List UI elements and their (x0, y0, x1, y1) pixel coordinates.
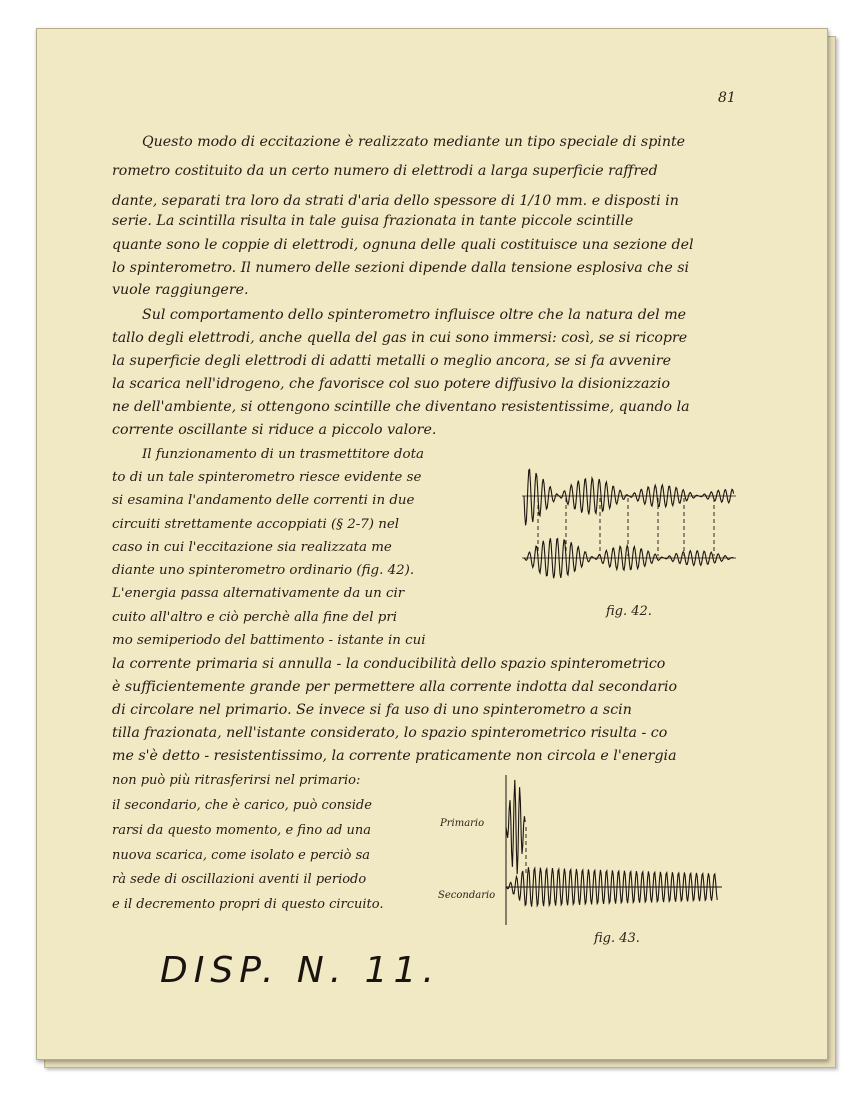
text-line: si esamina l'andamento delle correnti in due (112, 493, 415, 508)
text-line: rà sede di oscillazioni aventi il periodo (112, 872, 367, 887)
text-line: corrente oscillante si riduce a piccolo valore. (112, 422, 437, 438)
text-line: cuito all'altro e ciò perchè alla fine del pri (112, 610, 398, 625)
text-line: rarsi da questo momento, e fino ad una (112, 823, 371, 838)
text-line: dante, separati tra loro da strati d'aria dello spessore di 1/10 mm. e disposti in (112, 193, 679, 209)
text-line: tallo degli elettrodi, anche quella del gas in cui sono immersi: così, se si ricopre (112, 330, 688, 346)
text-line: quante sono le coppie di elettrodi, ognuna delle quali costituisce una sezione del (112, 237, 694, 253)
text-line: Sul comportamento dello spinterometro influisce oltre che la natura del me (142, 307, 687, 323)
figure-42-diagram (518, 462, 740, 582)
figure-43-label-primary: Primario (440, 818, 485, 829)
text-line: di circolare nel primario. Se invece si fa uso di uno spinterometro a scin (112, 702, 632, 718)
text-line: nuova scarica, come isolato e perciò sa (112, 848, 371, 863)
text-line: la corrente primaria si annulla - la conducibilità dello spazio spinterometrico (112, 656, 666, 672)
dispensa-stamp: DISP. N. 11. (160, 950, 440, 991)
text-line: to di un tale spinterometro riesce evidente se (112, 470, 422, 485)
text-line: tilla frazionata, nell'istante considerato, lo spazio spinterometrico risulta - co (112, 725, 668, 741)
text-line: Questo modo di eccitazione è realizzato mediante un tipo speciale di spinte (142, 134, 686, 150)
text-line: vuole raggiungere. (112, 282, 249, 298)
text-line: rometro costituito da un certo numero di elettrodi a larga superficie raffred (112, 163, 658, 179)
figure-43-diagram (500, 775, 730, 925)
text-line: e il decremento propri di questo circuito. (112, 897, 384, 912)
text-line: Il funzionamento di un trasmettitore dota (142, 447, 424, 462)
text-line: diante uno spinterometro ordinario (fig. 42). (112, 563, 415, 578)
text-line: caso in cui l'eccitazione sia realizzata me (112, 540, 392, 555)
text-line: me s'è detto - resistentissimo, la corrente praticamente non circola e l'energia (112, 748, 677, 764)
text-line: L'energia passa alternativamente da un cir (112, 586, 405, 601)
text-line: il secondario, che è carico, può conside (112, 798, 372, 813)
text-line: non può più ritrasferirsi nel primario: (112, 773, 361, 788)
figure-42-caption: fig. 42. (606, 604, 652, 619)
text-line: la superficie degli elettrodi di adatti metalli o meglio ancora, se si fa avvenire (112, 353, 671, 369)
text-line: lo spinterometro. Il numero delle sezioni dipende dalla tensione esplosiva che si (112, 260, 690, 276)
text-line: serie. La scintilla risulta in tale guisa frazionata in tante piccole scintille (112, 213, 634, 229)
text-line: è sufficientemente grande per permettere alla corrente indotta dal secondario (112, 679, 678, 695)
text-line: mo semiperiodo del battimento - istante in cui (112, 633, 426, 648)
fig43-primary-wave (506, 780, 525, 874)
page-number: 81 (718, 90, 736, 106)
fig42-primary-wave (524, 469, 734, 525)
text-line: circuiti strettamente accoppiati (§ 2-7) nel (112, 517, 400, 532)
text-line: ne dell'ambiente, si ottengono scintille che diventano resistentissime, quando la (112, 399, 690, 415)
figure-43-label-secondary: Secondario (438, 890, 496, 901)
text-line: la scarica nell'idrogeno, che favorisce col suo potere diffusivo la disionizzazio (112, 376, 670, 392)
figure-43-caption: fig. 43. (594, 931, 640, 946)
